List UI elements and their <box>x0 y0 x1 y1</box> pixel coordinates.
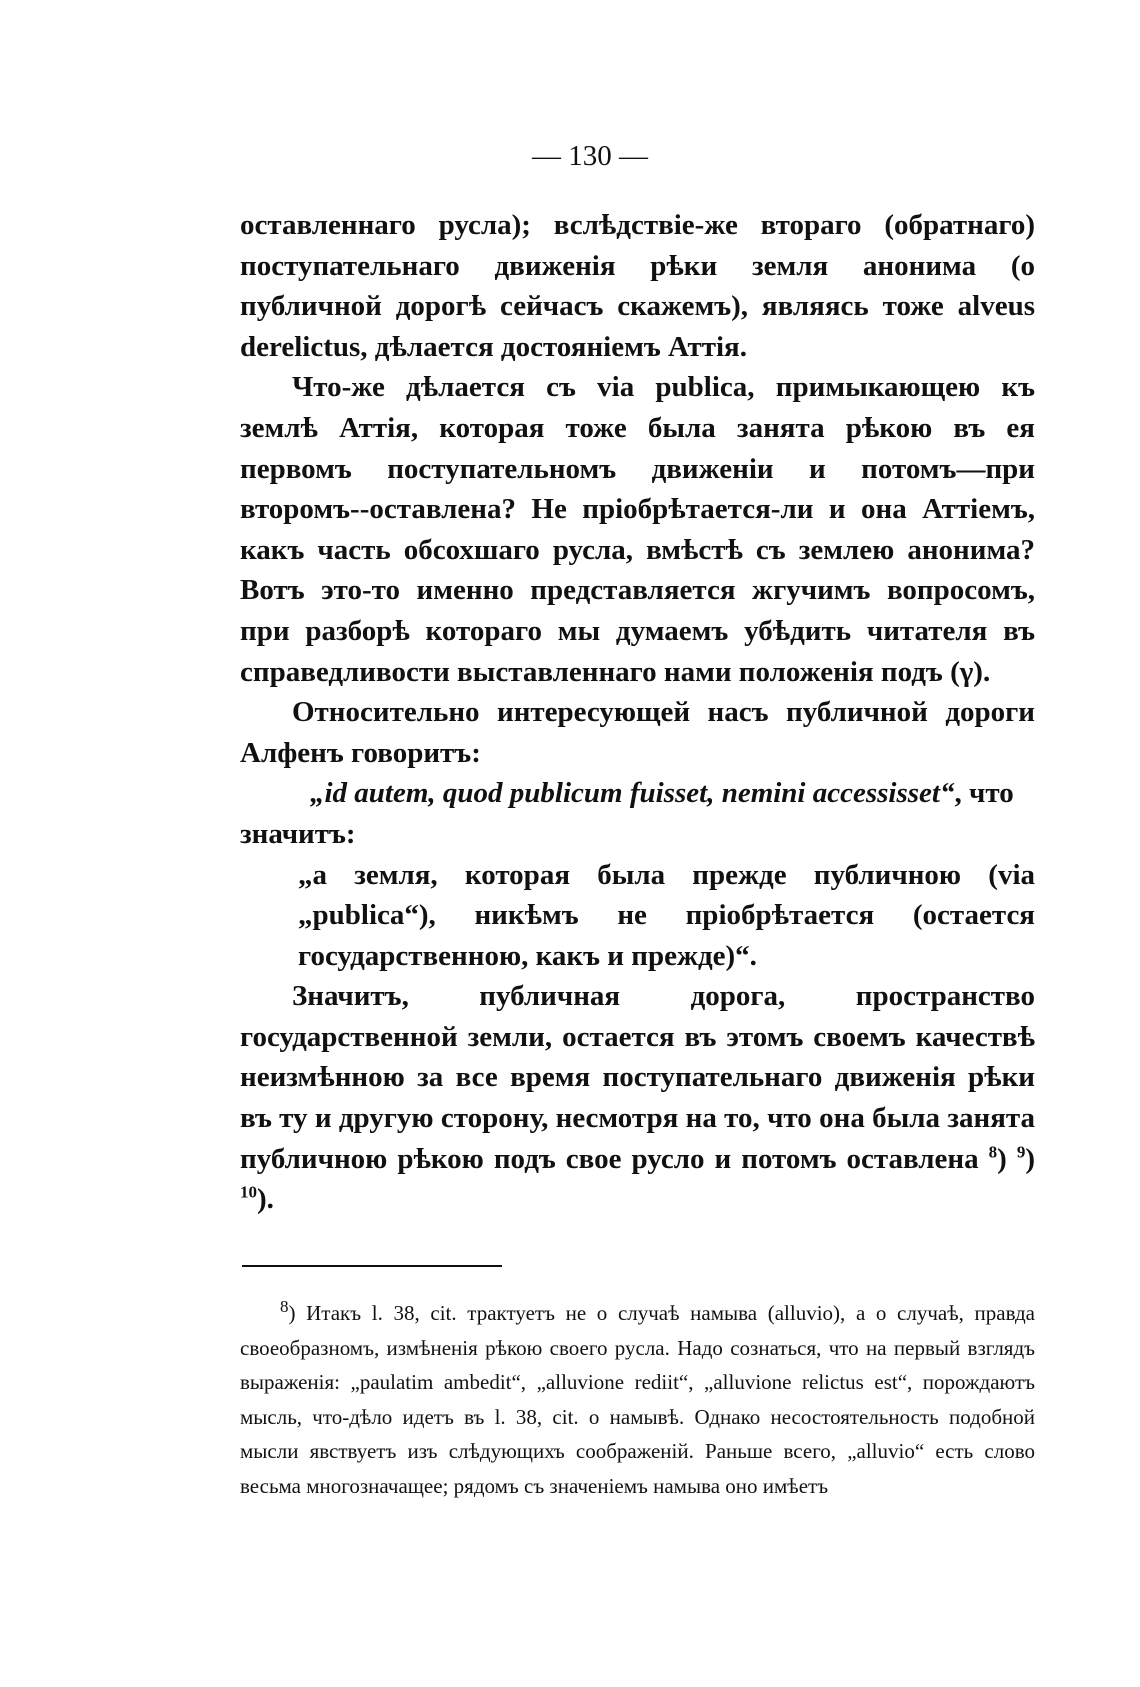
paragraph-2: Что-же дѣлается съ via publica, примыкающею къ землѣ Аттія, которая тоже была занята рѣкою въ ея первомъ поступательномъ движеніи и потомъ—при второмъ--оставлена? Не пріобрѣтается-ли и она Аттіемъ, какъ часть обсохшаго русла, вмѣстѣ съ землею анонима? Вотъ это-то именно представляется жгучимъ вопросомъ, при разборѣ котораго мы думаемъ убѣдить читателя въ справедливости выставленнаго нами положенія подъ (γ). <box>240 371 1035 688</box>
footnote-ref-8: 8 <box>988 1142 998 1161</box>
footnote <box>240 1296 1035 1503</box>
paragraph-1: оставленнаго русла); вслѣдствіе-же втораго (обратнаго) поступательнаго движенія рѣки земля анонима (о публичной дорогѣ сейчасъ скажемъ), являясь тоже alveus derelictus, дѣлается достояніемъ Аттія. <box>240 209 1035 363</box>
footnote-ref-paren-2: ) <box>1025 1142 1035 1175</box>
footnote-ref-paren-1: ) <box>997 1142 1017 1175</box>
footnote-mark: 8 <box>280 1297 289 1316</box>
latin-quote: „id autem, quod publicum fuisset, nemini accessisset“ <box>310 777 955 810</box>
footnote-8 <box>240 1296 1035 1503</box>
paragraph-4 <box>240 976 1035 1220</box>
footnote-divider <box>242 1265 502 1267</box>
russian-quote: „а земля, которая была прежде публичною (via „publica“), никѣмъ не пріобрѣтается (остается государственною, какъ и прежде)“. <box>298 858 1035 972</box>
latin-quote-tail: , что <box>954 777 1014 810</box>
footnote-ref-10: 10 <box>240 1182 257 1202</box>
body-text <box>240 205 1035 1220</box>
footnote-text: ) Итакъ l. 38, cit. трактуетъ не о случаѣ намыва (alluvio), а о случаѣ, правда своеобразномъ, измѣненія рѣкою своего русла. Надо сознаться, что на первый взглядъ выраженія: „paulatim ambedit“, „alluvione rediit“, „alluvione relictus est“, порождаютъ мысль, что-дѣло идетъ въ l. 38, cit. о намывѣ. Однако несостоятельность подобной мысли явствуетъ изъ слѣдующихъ соображеній. Раньше всего, „alluvio“ есть слово весьма многозначащее; рядомъ съ значеніемъ намыва оно имѣетъ <box>240 1301 1035 1498</box>
latin-quote-line <box>310 773 1035 814</box>
paragraph-3: Относительно интересующей насъ публичной дороги Алфенъ говоритъ: <box>240 696 1035 769</box>
quote-means: значитъ: <box>240 817 356 850</box>
paragraph-4-text: Значитъ, публичная дорога, пространство государственной земли, остается въ этомъ своемъ качествѣ неизмѣнною за все время поступательнаго движенія рѣки въ ту и другую сторону, несмотря на то, что она была занята публичною рѣкою подъ свое русло и потомъ оставлена <box>240 980 1035 1175</box>
page-number: — 130 — <box>532 140 648 172</box>
footnote-ref-paren-3: ). <box>257 1183 274 1216</box>
footnote-ref-9: 9 <box>1016 1142 1026 1161</box>
